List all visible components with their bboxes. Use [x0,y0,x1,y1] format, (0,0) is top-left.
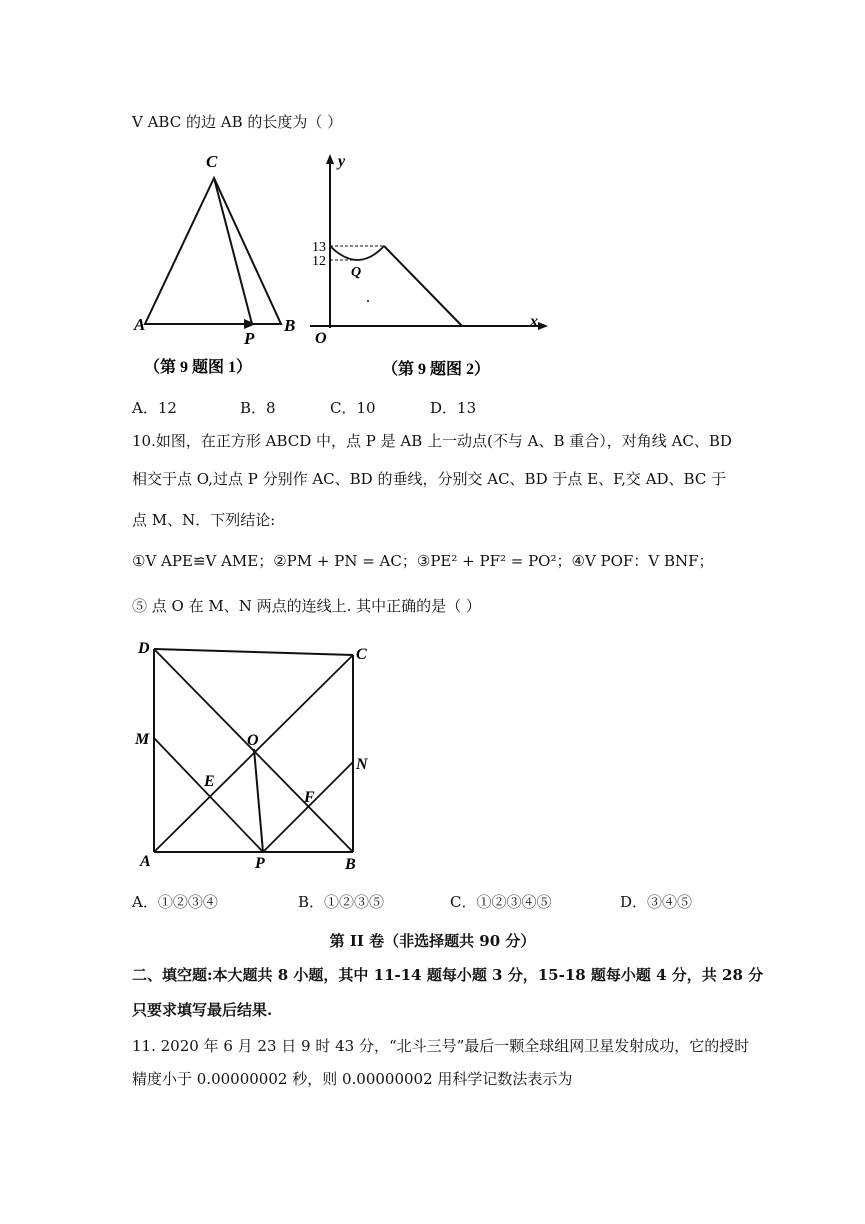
q10-label-d: D [138,640,150,657]
q11-line-2: 精度小于 0.00000002 秒，则 0.00000002 用科学记数法表示为 [132,1070,573,1088]
q10-label-p: P [255,855,265,872]
q9-fig1-label-a: A [134,315,146,334]
q10-options [132,891,732,913]
q10-label-a: A [140,853,151,870]
q10-option-c[interactable]: C．①②③④⑤ [450,893,552,911]
q10-label-c: C [356,646,367,663]
q10-label-e: E [204,773,215,790]
q10-label-o: O [247,732,259,749]
q9-fig1-label-b: B [284,316,296,335]
q9-fig2-tick-13: 13 [312,240,326,255]
q10-line-3: 点 M、N．下列结论: [132,511,276,529]
q9-option-d[interactable]: D．13 [430,399,477,417]
q9-fig2-caption: （第 9 题图 2） [382,361,491,378]
q10-line-1: 10.如图，在正方形 ABCD 中，点 P 是 AB 上一动点(不与 A、B 重合），对角线 AC、BD [132,432,732,450]
q9-option-b[interactable]: B．8 [240,399,276,417]
q10-line-2: 相交于点 O,过点 P 分别作 AC、BD 的垂线，分别交 AC、BD 于点 E、F,交 AD、BC 于 [132,470,727,488]
q10-label-f: F [304,789,315,806]
q10-option-a[interactable]: A．①②③④ [132,893,218,911]
q10-figure [130,635,380,875]
q9-option-c[interactable]: C．10 [330,399,376,417]
q9-stem: V ABC 的边 AB 的长度为（ ） [132,113,343,131]
q10-label-m: M [135,731,150,748]
q9-fig1-caption: （第 9 题图 1） [144,359,253,376]
q9-figure-1 [128,150,308,380]
q10-label-n: N [356,756,368,773]
q9-fig2-tick-12: 12 [312,254,326,269]
q10-label-b: B [345,856,356,873]
q10-option-d[interactable]: D．③④⑤ [620,893,693,911]
section-2-title: 第 II 卷（非选择题共 90 分） [329,932,536,950]
q11-line-1: 11. 2020 年 6 月 23 日 9 时 43 分，“北斗三号”最后一颗全球组网卫星发射成功，它的授时 [132,1037,750,1055]
q9-fig2-label-y: y [338,153,346,170]
q9-fig2-label-o: O [315,330,327,347]
q9-fig2-label-x: x [530,313,538,330]
q9-fig1-label-c: C [206,152,218,171]
section-2-heading-line-1: 二、填空题:本大题共 8 小题，其中 11-14 题每小题 3 分，15-18 题每小题 4 分，共 28 分 [132,966,764,984]
section-2-heading-line-2: 只要求填写最后结果. [132,1001,273,1019]
q10-line-5: ⑤ 点 O 在 M、N 两点的连线上. 其中正确的是（ ） [132,597,481,615]
q10-line-4: ①V APE≌V AME；②PM + PN = AC；③PE² + PF² = PO²；④V POF：V BNF； [132,552,714,570]
q9-option-a[interactable]: A．12 [132,399,177,417]
q9-fig2-label-q: Q [351,265,362,280]
q10-option-b[interactable]: B．①②③⑤ [298,893,385,911]
q9-fig1-label-p: P [244,329,255,348]
q9-options [132,397,532,419]
q9-figure-2 [300,150,560,380]
